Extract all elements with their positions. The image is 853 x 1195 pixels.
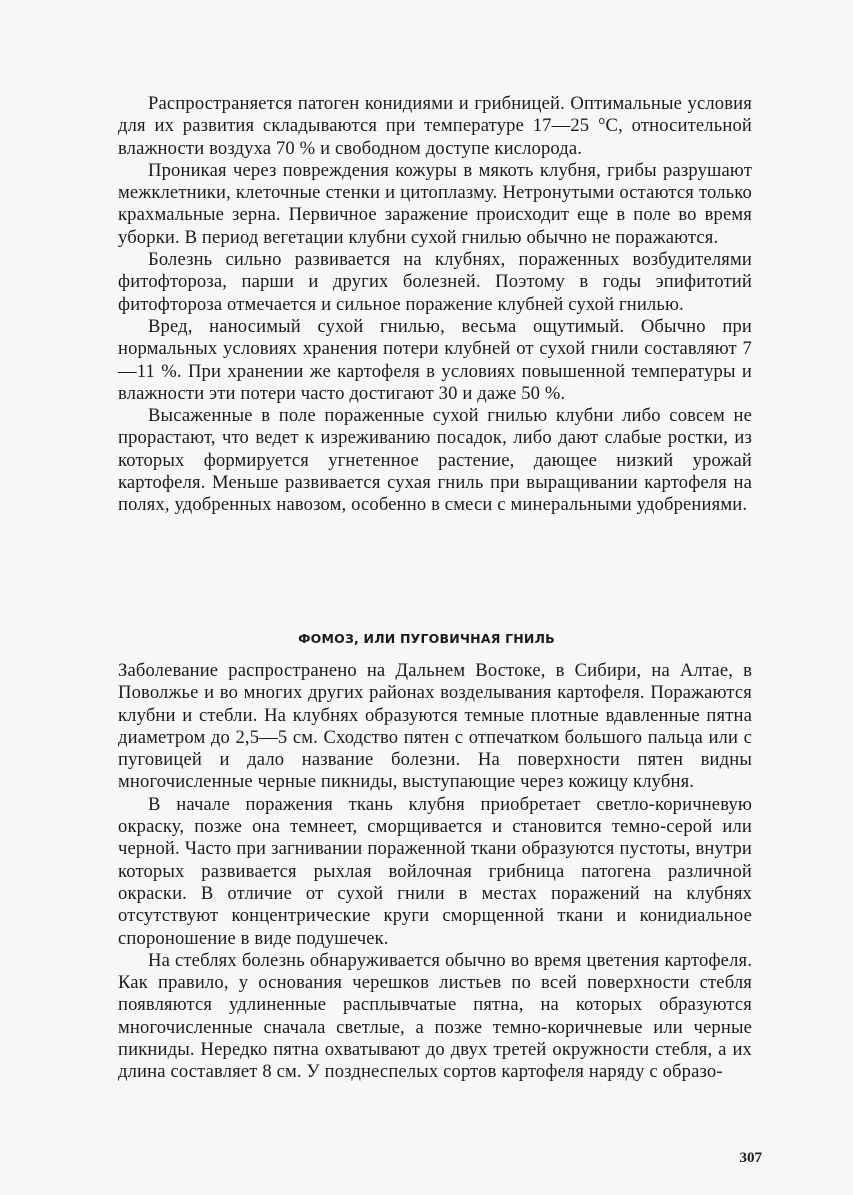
text-section-phoma (118, 660, 752, 1084)
paragraph: Проникая через повреждения кожуры в мякоть клубня, грибы разрушают межклетники, клеточные стенки и цитоплазму. Нетронутыми остаются только крахмальные зерна. Первичное заражение происходит еще в поле во время уборки. В период вегетации клубни сухой гнилью обычно не поражаются. (118, 159, 752, 248)
paragraph: Болезнь сильно развивается на клубнях, пораженных возбудителями фитофтороза, парши и других болезней. Поэтому в годы эпифитотий фитофтороза отмечается и сильное поражение клубней сухой гнилью. (118, 249, 752, 315)
page-number: 307 (739, 1150, 762, 1166)
paragraph: В начале поражения ткань клубня приобретает светло-коричневую окраску, позже она темнеет, сморщивается и становится темно-серой или черной. Часто при загнивании пораженной ткани образуются пустоты, внутри которых развивается рыхлая войлочная грибница патогена различной окраски. В отличие от сухой гнили в местах поражений на клубнях отсутствуют концентрические круги сморщенной ткани и конидиальное спороношение в виде подушечек. (118, 793, 752, 949)
paragraph: Распространяется патоген конидиями и грибницей. Оптимальные условия для их развития складываются при температуре 17—25 °С, относительной влажности воздуха 70 % и свободном доступе кислорода. (118, 93, 752, 159)
paragraph: На стеблях болезнь обнаруживается обычно во время цветения картофеля. Как правило, у основания черешков листьев по всей поверхности стебля появляются удлиненные расплывчатые пятна, на которых образуются многочисленные сначала светлые, а позже темно-коричневые или черные пикниды. Нередко пятна охватывают до двух третей окружности стебля, а их длина составляет 8 см. У позднеспелых сортов картофеля наряду с образо- (118, 949, 752, 1083)
section-heading: ФОМОЗ, ИЛИ ПУГОВИЧНАЯ ГНИЛЬ (298, 631, 555, 646)
paragraph: Вред, наносимый сухой гнилью, весьма ощутимый. Обычно при нормальных условиях хранения потери клубней от сухой гнили составляют 7—11 %. При хранении же картофеля в условиях повышенной температуры и влажности эти потери часто достигают 30 и даже 50 %. (118, 315, 752, 404)
paragraph: Высаженные в поле пораженные сухой гнилью клубни либо совсем не прорастают, что ведет к изреживанию посадок, либо дают слабые ростки, из которых формируется угнетенное растение, дающее низкий урожай картофеля. Меньше развивается сухая гниль при выращивании картофеля на полях, удобренных навозом, особенно в смеси с минеральными удобрениями. (118, 405, 752, 516)
text-section-dry-rot (118, 93, 752, 517)
paragraph: Заболевание распространено на Дальнем Востоке, в Сибири, на Алтае, в Поволжье и во многих других районах возделывания картофеля. Поражаются клубни и стебли. На клубнях образуются темные плотные вдавленные пятна диаметром до 2,5—5 см. Сходство пятен с отпечатком большого пальца или с пуговицей и дало название болезни. На поверхности пятен видны многочисленные черные пикниды, выступающие через кожицу клубня. (118, 660, 752, 793)
